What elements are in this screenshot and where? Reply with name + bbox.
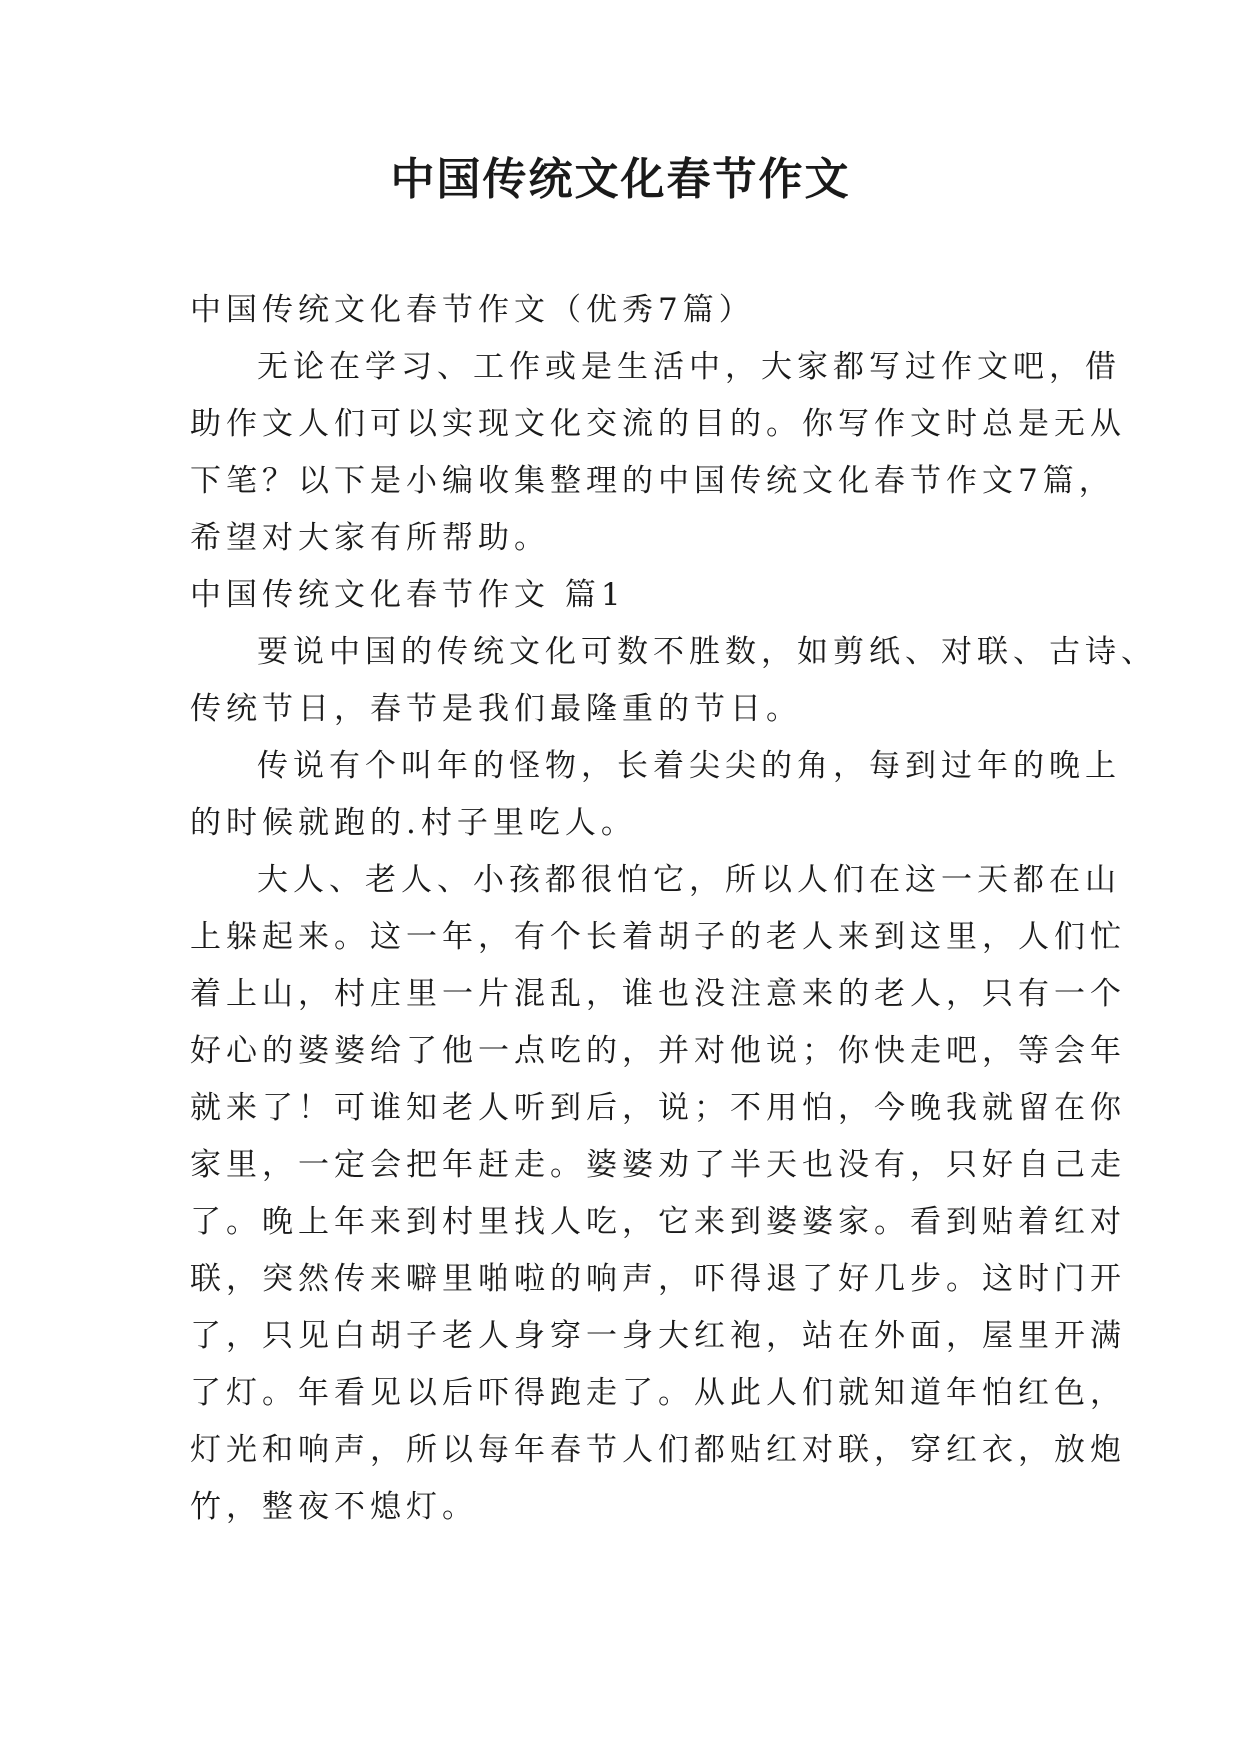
text-line: 传统节日，春节是我们最隆重的节日。 (190, 691, 802, 727)
text-line: 下笔？以下是小编收集整理的中国传统文化春节作文7篇， (190, 463, 1115, 499)
text-line: 大人、老人、小孩都很怕它，所以人们在这一天都在山 (257, 862, 1121, 898)
text-line: 就来了！可谁知老人听到后，说；不用怕，今晚我就留在你 (190, 1090, 1126, 1126)
text-line: 上躲起来。这一年，有个长着胡子的老人来到这里，人们忙 (190, 919, 1126, 955)
text-line: 中国传统文化春节作文 篇1 (190, 577, 626, 613)
text-line: 要说中国的传统文化可数不胜数，如剪纸、对联、古诗、 (257, 634, 1157, 670)
document-title: 中国传统文化春节作文 (390, 154, 851, 205)
text-line: 助作文人们可以实现文化交流的目的。你写作文时总是无从 (190, 406, 1126, 442)
text-line: 了，只见白胡子老人身穿一身大红袍，站在外面，屋里开满 (190, 1318, 1126, 1354)
text-line: 好心的婆婆给了他一点吃的，并对他说；你快走吧，等会年 (190, 1033, 1126, 1069)
text-line: 希望对大家有所帮助。 (190, 520, 550, 556)
text-line: 传说有个叫年的怪物，长着尖尖的角，每到过年的晚上 (257, 748, 1121, 784)
text-line: 着上山，村庄里一片混乱，谁也没注意来的老人，只有一个 (190, 976, 1126, 1012)
text-line: 无论在学习、工作或是生活中，大家都写过作文吧，借 (257, 349, 1121, 385)
text-line: 了。晚上年来到村里找人吃，它来到婆婆家。看到贴着红对 (190, 1204, 1126, 1240)
text-line: 竹，整夜不熄灯。 (190, 1489, 478, 1525)
text-line: 了灯。年看见以后吓得跑走了。从此人们就知道年怕红色， (190, 1375, 1126, 1411)
text-line: 中国传统文化春节作文（优秀7篇） (190, 292, 755, 328)
document-body (190, 282, 1157, 1536)
text-line: 家里，一定会把年赶走。婆婆劝了半天也没有，只好自己走 (190, 1147, 1126, 1183)
text-line: 联，突然传来噼里啪啦的响声，吓得退了好几步。这时门开 (190, 1261, 1126, 1297)
text-line: 灯光和响声，所以每年春节人们都贴红对联，穿红衣，放炮 (190, 1432, 1126, 1468)
text-line: 的时候就跑的.村子里吃人。 (190, 805, 637, 841)
